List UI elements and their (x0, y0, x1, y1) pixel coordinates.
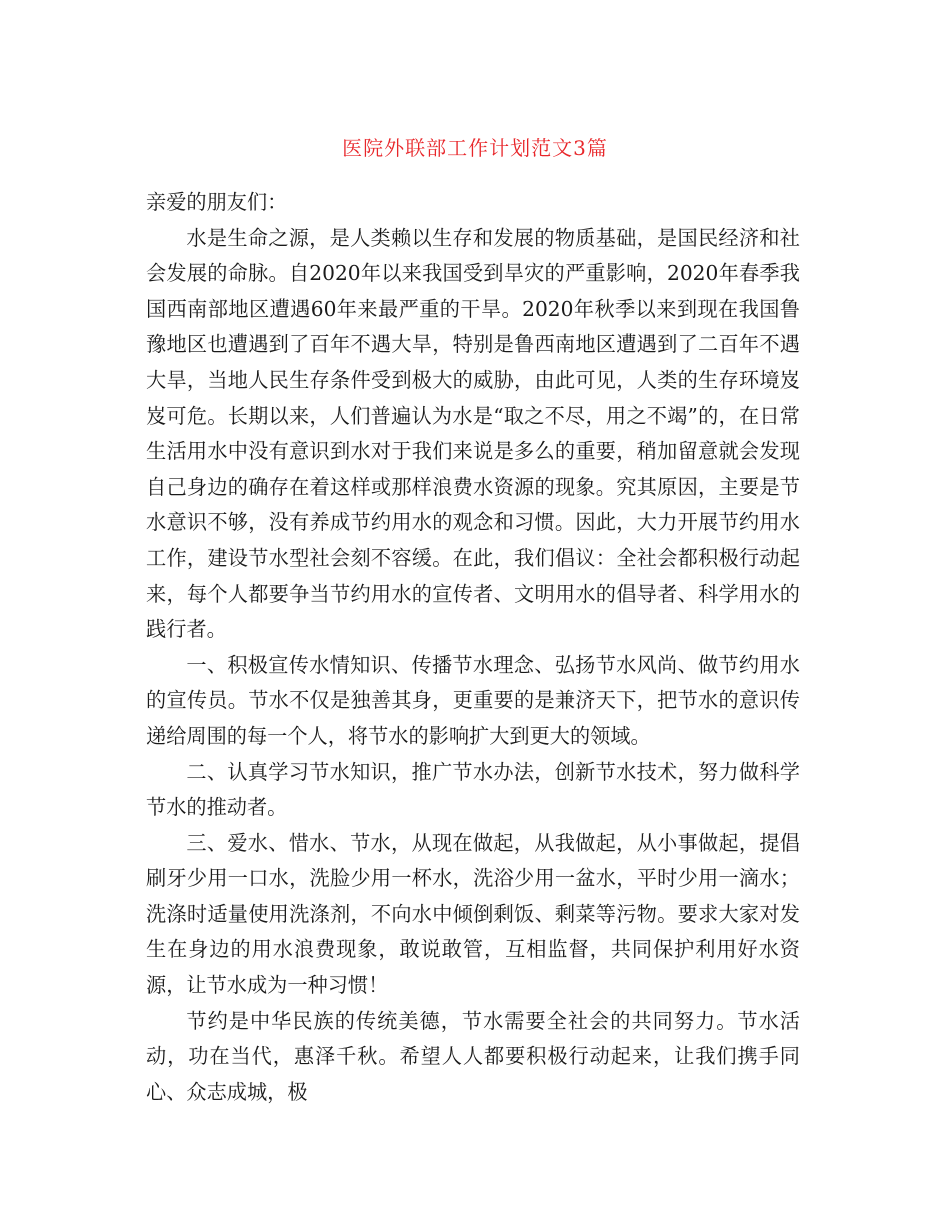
document-title: 医院外联部工作计划范文3篇 (342, 136, 608, 160)
paragraph-item-1: 一、积极宣传水情知识、传播节水理念、弘扬节水风尚、做节约用水的宣传员。节水不仅是独善其身，更重要的是兼济天下，把节水的意识传递给周围的每一个人，将节水的影响扩大到更大的领域。 (146, 652, 800, 748)
document-body (146, 185, 800, 1110)
paragraph-item-3: 三、爱水、惜水、节水，从现在做起，从我做起，从小事做起，提倡刷牙少用一口水，洗脸少用一杯水，洗浴少用一盆水，平时少用一滴水；洗涤时适量使用洗涤剂，不向水中倾倒剩饭、剩菜等污物。要求大家对发生在身边的用水浪费现象，敢说敢管，互相监督，共同保护利用好水资源，让节水成为一种习惯！ (146, 830, 800, 998)
paragraph-item-2: 二、认真学习节水知识，推广节水办法，创新节水技术，努力做科学节水的推动者。 (146, 759, 800, 820)
paragraph-closing: 节约是中华民族的传统美德，节水需要全社会的共同努力。节水活动，功在当代，惠泽千秋。希望人人都要积极行动起来，让我们携手同心、众志成城，极 (146, 1008, 800, 1104)
greeting: 亲爱的朋友们： (146, 190, 288, 214)
paragraph-intro: 水是生命之源，是人类赖以生存和发展的物质基础，是国民经济和社会发展的命脉。自2020年以来我国受到旱灾的严重影响，2020年春季我国西南部地区遭遇60年来最严重的干旱。2020年秋季以来到现在我国鲁豫地区也遭遇到了百年不遇大旱，特别是鲁西南地区遭遇到了二百年不遇大旱，当地人民生存条件受到极大的威胁，由此可见，人类的生存环境岌岌可危。长期以来，人们普遍认为水是“取之不尽，用之不竭”的，在日常生活用水中没有意识到水对于我们来说是多么的重要，稍加留意就会发现自己身边的确存在着这样或那样浪费水资源的现象。究其原因，主要是节水意识不够，没有养成节约用水的观念和习惯。因此，大力开展节约用水工作，建设节水型社会刻不容缓。在此，我们倡议：全社会都积极行动起来，每个人都要争当节约用水的宣传者、文明用水的倡导者、科学用水的践行者。 (146, 225, 800, 642)
